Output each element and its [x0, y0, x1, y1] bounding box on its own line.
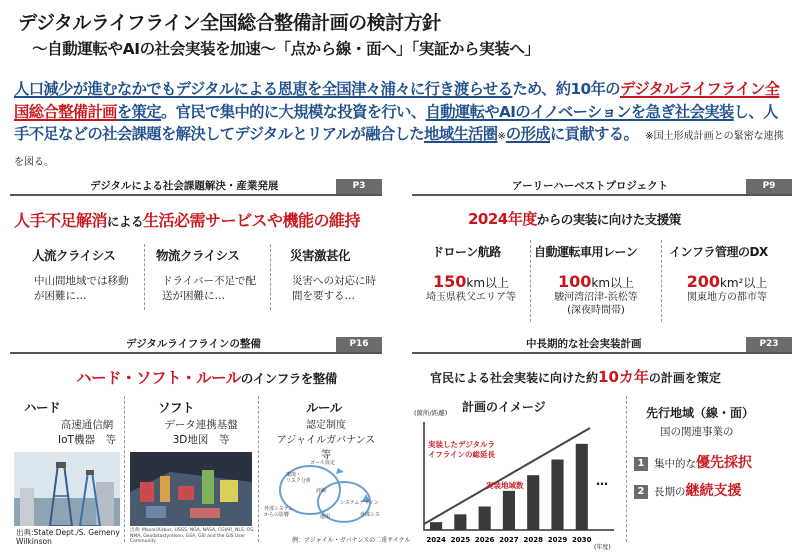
chart-ellipsis: … [596, 474, 608, 488]
s2-stat3 [662, 272, 792, 304]
chart-bar [454, 514, 466, 530]
section-title: アーリーハーベストプロジェクト [512, 180, 669, 192]
lead-item-2 [634, 480, 742, 500]
section-header-s4 [412, 336, 792, 354]
chart-tick-label: 2027 [499, 536, 519, 544]
chart-bar [551, 460, 563, 531]
divider [270, 244, 271, 310]
s4-headline [430, 366, 721, 387]
chart-title: 計画のイメージ [462, 400, 546, 414]
s2-col3-title: インフラ管理のDX [669, 245, 768, 259]
s2-headline-red: 2024年度 [468, 210, 537, 228]
svg-text:システムデザイン: システムデザイン [340, 500, 380, 506]
s1-headline-red1: 人手不足解消 [14, 211, 108, 230]
s2-col1-title: ドローン航路 [432, 245, 501, 259]
chart-label-line: 実装したデジタルライフラインの総延長 [428, 440, 496, 459]
s3-headline-rest: のインフラを整備 [240, 371, 337, 386]
page-badge: P3 [336, 179, 382, 194]
divider [124, 396, 125, 542]
page-badge: P9 [746, 179, 792, 194]
intro-emphasis: 地域生活圏 [424, 125, 498, 143]
number-badge: 2 [634, 485, 648, 499]
page-title: デジタルライフライン全国総合整備計画の検討方針 [18, 12, 441, 34]
city-map-icon [130, 452, 252, 526]
chart-bar [479, 507, 491, 531]
divider [530, 240, 531, 322]
s3-col1-title: ハード [24, 400, 61, 415]
divider [144, 244, 145, 310]
s1-headline-mid: による [107, 214, 144, 229]
chart-bar [576, 444, 588, 530]
stat-unit: km²以上 [719, 276, 768, 290]
s4-headline-pre: 官民による社会実装に向けた約 [430, 371, 599, 385]
intro-emphasis: 人口減少が進むなかでもデジタルによる恩恵を全国津々浦々に行き渡らせる [14, 80, 513, 98]
telecom-tower-icon [14, 452, 120, 526]
photo-credit: 出典:State Dept./S. Gemeny Wilkinson [16, 528, 120, 546]
chart-tick-label: 2024 [426, 536, 446, 544]
s3-col3-title: ルール [306, 400, 342, 415]
s1-col2-title: 物流クライシス [156, 248, 240, 263]
stat-sub: 埼玉県秩父エリア等 [426, 292, 516, 303]
cycle-arrows-icon [262, 452, 384, 532]
s4-headline-red: 10カ年 [598, 368, 649, 386]
chart-tick-label: 2025 [450, 536, 471, 544]
s3-col1-text: 高速通信網 IoT機器 等 [58, 419, 116, 446]
chart-bar [430, 522, 442, 530]
chart-label-bars: 実装地域数 [486, 481, 524, 490]
s1-col1-text: 中山間地域では移動が困難に… [34, 275, 129, 302]
svg-text:外部シス: 外部シス [360, 512, 380, 518]
lead-sub: 国の関連事業の [660, 426, 734, 438]
section-title: デジタルライフラインの整備 [126, 338, 261, 350]
stat-sub: 駿河湾沼津-浜松等 [554, 292, 638, 303]
section-title: 中長期的な社会実装計画 [526, 338, 642, 350]
s1-col3-title: 災害激甚化 [290, 248, 351, 263]
s3-headline [76, 366, 337, 388]
svg-text:からの影響: からの影響 [264, 512, 290, 518]
s2-stat1 [412, 272, 530, 304]
page-subtitle: ～自動運転やAIの社会実装を加速～「点から線・面へ」「実証から実装へ」 [32, 40, 540, 58]
s2-stat2 [532, 272, 660, 317]
svg-text:リスク分析: リスク分析 [286, 478, 311, 484]
intro-note: ※国土形成計画との緊密な連携を図る。 [14, 131, 784, 168]
chart-ylabel: (箇所/距離) [414, 409, 448, 417]
s1-headline [14, 208, 360, 231]
stat-unit: km以上 [591, 276, 635, 290]
divider [661, 240, 662, 322]
chart-tick-label: 2028 [523, 536, 543, 544]
stat-value: 100 [557, 272, 592, 291]
intro-text: に貢献する。 [549, 125, 631, 143]
lead-title: 先行地域（線・面） [646, 406, 755, 420]
section-header-s2 [412, 178, 792, 196]
intro-paragraph [14, 78, 792, 174]
s3-col2-text: データ連携基盤 3D地図 等 [164, 419, 238, 446]
intro-emphasis: デジタルライフライン全国総合整備計画 [14, 80, 780, 121]
stat-value: 150 [432, 272, 467, 291]
intro-text: ため、約10年の [512, 80, 620, 98]
section-header-s1 [10, 178, 382, 196]
intro-footnote-mark: ※ [497, 131, 506, 142]
chart-bar [503, 491, 515, 530]
s1-col3-text: 災害への対応に時間を要する… [292, 275, 376, 302]
chart-bar [527, 475, 539, 530]
s1-headline-red2: 生活必需サービスや機能の維持 [143, 211, 361, 230]
section-title: デジタルによる社会課題解決・産業発展 [90, 180, 279, 192]
chart-xunit: (年度) [594, 544, 611, 551]
chart-tick-label: 2026 [474, 536, 495, 544]
cycle-caption: 例：アジャイル・ガバナンスの二重サイクル [292, 537, 411, 544]
lead-item-1 [634, 452, 752, 472]
stat-unit: km以上 [466, 276, 510, 290]
number-badge: 1 [634, 457, 648, 471]
s1-col1-title: 人流クライシス [32, 248, 116, 263]
divider [626, 396, 627, 542]
intro-emphasis: を策定 [116, 102, 161, 121]
lead-item-pre: 集中的な [654, 458, 696, 470]
chart-tick-label: 2029 [547, 536, 568, 544]
intro-text: し、人手不足などの社会課題を解決してデジタルとリアルが融合した [14, 102, 778, 143]
s2-headline-rest: からの実装に向けた支援策 [536, 212, 681, 227]
s2-col2-title: 自動運転車用レーン [534, 245, 638, 259]
page-badge: P16 [336, 337, 382, 352]
stat-value: 200 [686, 272, 720, 291]
svg-text:環境・: 環境・ [286, 472, 302, 478]
lead-item-red: 優先採択 [696, 455, 752, 471]
intro-emphasis: の形成 [505, 125, 550, 143]
3d-map-image [130, 452, 252, 526]
plan-chart [412, 396, 624, 552]
svg-text:外部システム: 外部システム [264, 506, 294, 512]
intro-text: 。官民で集中的に大規模な投資を行い、 [160, 102, 426, 121]
s2-headline [468, 208, 681, 229]
svg-text:運用: 運用 [320, 514, 331, 520]
svg-text:評価: 評価 [316, 488, 327, 494]
s1-col2-text: ドライバー不足で配送が困難に… [162, 275, 256, 302]
s3-col3-text: 認定制度 アジャイルガバナンス 等 [276, 420, 376, 461]
page-badge: P23 [746, 337, 792, 352]
hardware-photo [14, 452, 120, 526]
svg-text:ゴール設定: ゴール設定 [310, 460, 335, 466]
lead-item-pre: 長期の [654, 486, 686, 498]
governance-cycle-diagram [262, 452, 384, 532]
s3-headline-red: ハード・ソフト・ルール [76, 369, 241, 387]
intro-emphasis: 自動運転やAIのイノベーションを急ぎ社会実装 [425, 102, 734, 121]
chart-tick-label: 2030 [572, 536, 592, 544]
divider [258, 396, 259, 542]
lead-item-red: 継続支援 [685, 483, 742, 499]
stat-sub2: (深夜時間帯) [567, 305, 625, 316]
s4-headline-post: の計画を策定 [648, 371, 721, 385]
section-header-s3 [10, 336, 382, 354]
s3-col2-title: ソフト [158, 400, 195, 415]
map-credit: 出典: Maxar/Airbus, USGS, NGA, NASA, CGIAR, NLS, OS, NMA, Geodatastyrelsen, GSA, GSI and the GIS User Community [130, 528, 255, 544]
stat-sub: 関東地方の都市等 [687, 292, 767, 303]
